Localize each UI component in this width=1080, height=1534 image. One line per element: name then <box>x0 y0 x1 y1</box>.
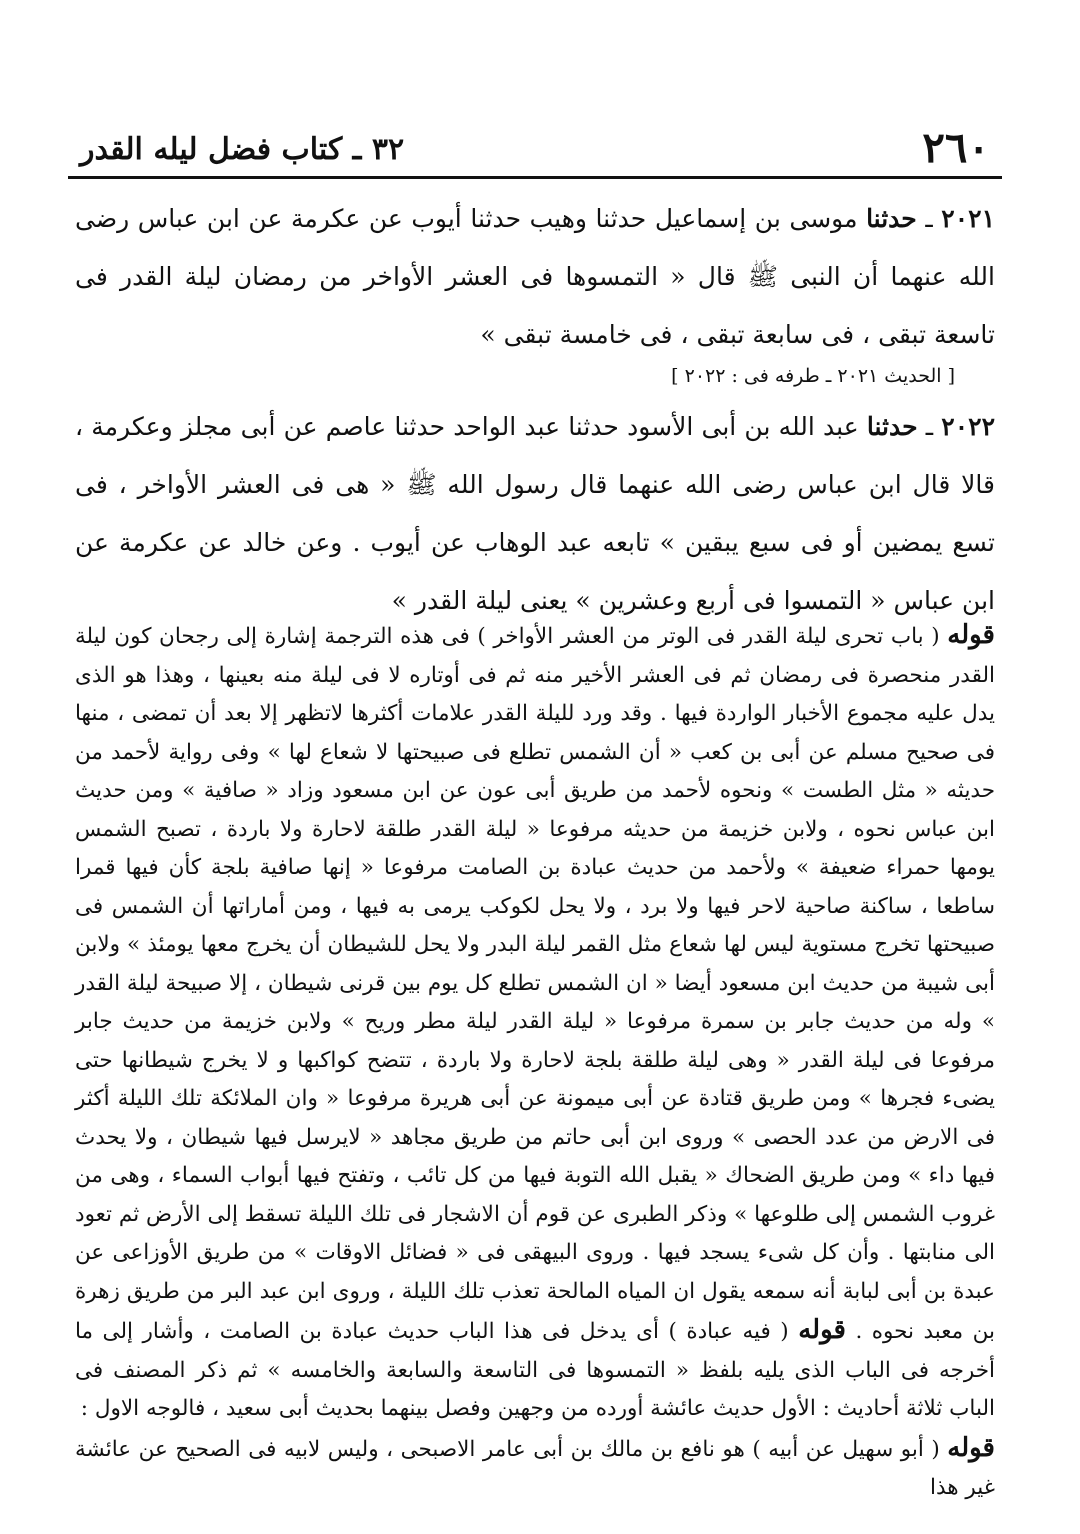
hadith-text: عبد الله بن أبى الأسود حدثنا عبد الواحد حدثنا عاصم عن أبى مجلز وعكرمة ، قالا قال ابن عباس رضى الله عنهما قال رسول الله ﷺ « هى فى العشر الأواخر ، فى تسع يمضين أو فى سبع يبقين » تابعه عبد الوهاب عن أيوب . وعن خالد عن عكرمة عن ابن عباس « التمسوا فى أربع وعشرين » يعنى ليلة القدر » <box>75 412 995 615</box>
commentary <box>75 616 995 1508</box>
hadith-text: موسى بن إسماعيل حدثنا وهيب حدثنا أيوب عن عكرمة عن ابن عباس رضى الله عنهما أن النبى ﷺ قال « التمسوها فى العشر الأواخر من رمضان ليلة القدر فى تاسعة تبقى ، فى سابعة تبقى ، فى خامسة تبقى » <box>75 204 995 349</box>
hadith-2022 <box>75 398 995 630</box>
commentary-text: ( فيه عبادة ) أى يدخل فى هذا الباب حديث عبادة بن الصامت ، وأشار إلى ما أخرجه فى الباب الذى يليه بلفظ « التمسوها فى التاسعة والسابعة والخامسه » ثم ذكر المصنف فى الباب ثلاثة أحاديث : الأول حديث عائشة أورده من وجهين وفصل بينهما بحديث أبى سعيد ، فالوجه الاول : <box>75 1319 995 1421</box>
commentary-lead: قوله <box>947 1432 995 1463</box>
commentary-text: ( أبو سهيل عن أبيه ) هو نافع بن مالك بن أبى عامر الاصبحى ، وليس لابيه فى الصحيح عن عائشة غير هذا <box>75 1436 995 1500</box>
hadith-lead: حدثنا <box>866 412 918 441</box>
hadith-2021 <box>75 190 995 364</box>
commentary-lead: قوله <box>798 1315 846 1345</box>
hadith-number: ٢٠٢٢ <box>941 412 995 441</box>
dash: ـ <box>916 204 933 233</box>
hadith-lead: حدثنا <box>866 204 917 233</box>
hadith-reference: [ الحديث ٢٠٢١ ـ طرفه فى : ٢٠٢٢ ] <box>671 365 955 387</box>
page-number: ٢٦٠ <box>922 123 990 172</box>
dash: ـ <box>917 412 934 441</box>
header-rule <box>68 176 1002 179</box>
hadith-number: ٢٠٢١ <box>941 204 995 233</box>
commentary-paragraph <box>75 1429 995 1508</box>
commentary-text: ( باب تحرى ليلة القدر فى الوتر من العشر الأواخر ) فى هذه الترجمة إشارة إلى رجحان كون ليلة القدر منحصرة فى رمضان ثم فى العشر الأخير منه ثم فى أوتاره لا فى ليلة منه بعينها ، وهذا هو الذى يدل عليه مجموع الأخبار الواردة فيها . وقد ورد لليلة القدر علامات أكثرها لاتظهر إلا بعد أن تمضى ، منها فى صحيح مسلم عن أبى بن كعب « أن الشمس تطلع فى صبيحتها لا شعاع لها » وفى رواية لأحمد من حديثه « مثل الطست » ونحوه لأحمد من طريق أبى عون عن ابن مسعود وزاد « صافية » ومن حديث ابن عباس نحوه ، ولابن خزيمة من حديثه مرفوعا « ليلة القدر طلقة لاحارة ولا باردة ، تصبح الشمس يومها حمراء ضعيفة » ولأحمد من حديث عبادة بن الصامت مرفوعا « إنها صافية بلجة كأن فيها قمرا ساطعا ، ساكنة صاحية لاحر فيها ولا برد ، ولا يحل لكوكب يرمى به فيها ، ومن أماراتها أن الشمس فى صبيحتها تخرج مستوية ليس لها شعاع مثل القمر ليلة البدر ولا يحل للشيطان أن يخرج معها يومئذ » ولابن أبى شيبة من حديث ابن مسعود أيضا « ان الشمس تطلع كل يوم بين قرنى شيطان ، إلا صبيحة ليلة القدر » وله من حديث جابر بن سمرة مرفوعا « ليلة القدر ليلة مطر وريح » ولابن خزيمة من حديث جابر مرفوعا فى ليلة القدر « وهى ليلة طلقة بلجة لاحارة ولا باردة ، تتضح كواكبها و لا يخرج شيطانها حتى يضىء فجرها » ومن طريق قتادة عن أبى ميمونة عن أبى هريرة مرفوعا « وان الملائكة تلك الليلة أكثر فى الارض من عدد الحصى » وروى ابن أبى حاتم من طريق مجاهد « لايرسل فيها شيطان ، ولا يحدث فيها داء » ومن طريق الضحاك « يقبل الله التوبة فيها من كل تائب ، وتفتح فيها أبواب السماء ، وهى من غروب الشمس إلى طلوعها » وذكر الطبرى عن قوم أن الاشجار فى تلك الليلة تسقط إلى الأرض ثم تعود الى منابتها . وأن كل شىء يسجد فيها . وروى البيهقى فى « فضائل الاوقات » من طريق الأوزاعى عن عبدة بن أبى لبابة أنه سمعه يقول ان المياه المالحة تعذب تلك الليلة ، وروى ابن عبد البر من طريق زهرة بن معبد نحوه . <box>75 624 995 1344</box>
commentary-lead: قوله <box>947 620 995 650</box>
running-title: ٣٢ ـ كتاب فضل ليله القدر <box>80 132 405 167</box>
page-header <box>70 118 1000 178</box>
commentary-paragraph <box>75 616 995 1429</box>
